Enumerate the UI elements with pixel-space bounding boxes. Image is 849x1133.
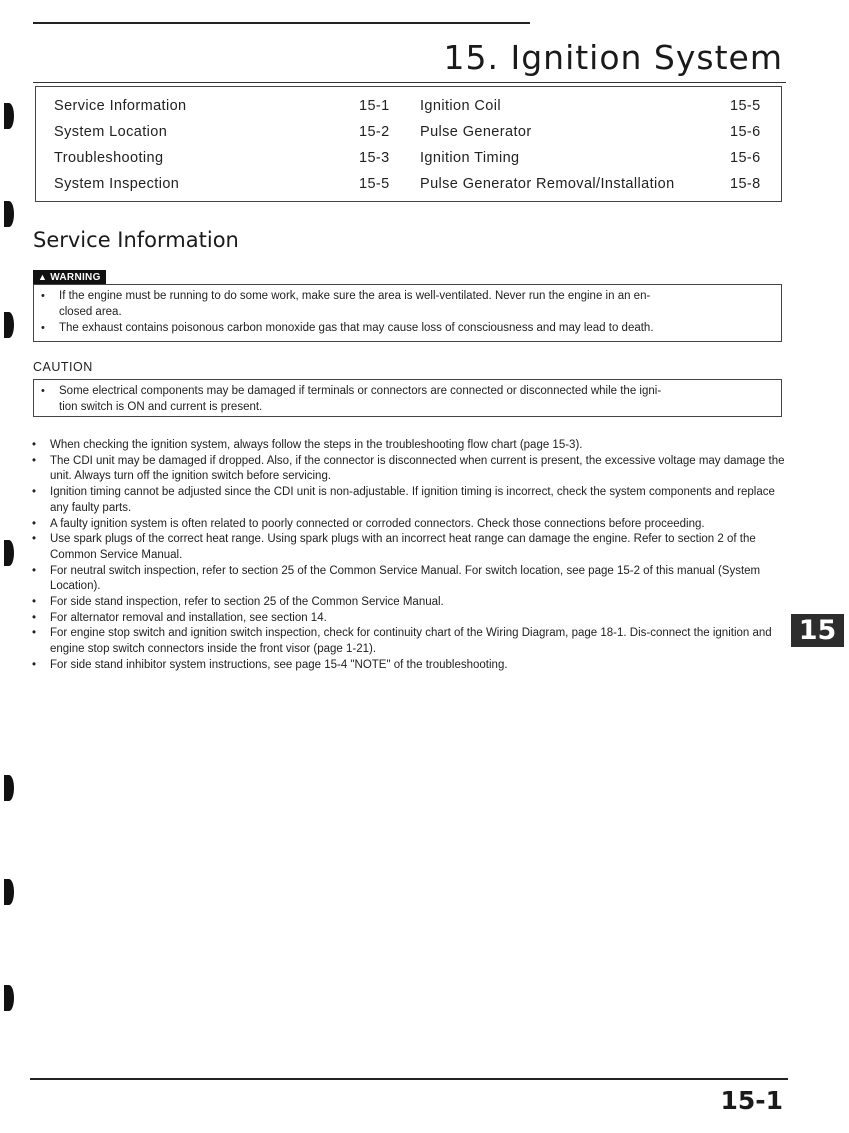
bullet-icon: • (41, 290, 45, 302)
binder-hole-mark (4, 775, 14, 801)
binder-hole-mark (4, 201, 14, 227)
list-item: • A faulty ignition system is often related to poorly connected or corroded connectors. Check those connections before proceeding. (32, 517, 705, 530)
toc-entry-label[interactable]: System Inspection (54, 176, 180, 192)
section-heading: Service Information (33, 228, 239, 252)
list-item: • Use spark plugs of the correct heat range. Using spark plugs with an incorrect heat range can damage the engine. Refer to section 2 of the Common Service Manual. (32, 533, 756, 561)
binder-hole-mark (4, 985, 14, 1011)
top-rule (33, 22, 530, 24)
bottom-rule (30, 1078, 788, 1080)
toc-entry-label[interactable]: Troubleshooting (54, 150, 164, 166)
toc-entry-label[interactable]: Service Information (54, 98, 187, 114)
note-text: For side stand inspection, refer to section 25 of the Common Service Manual. (50, 596, 444, 609)
warning-badge (33, 270, 106, 284)
list-item: • Ignition timing cannot be adjusted since the CDI unit is non-adjustable. If ignition timing is incorrect, check the system components and replace any faulty parts. (32, 486, 775, 514)
warning-text: The exhaust contains poisonous carbon monoxide gas that may cause loss of consciousness and may lead to death. (59, 322, 654, 334)
table-of-contents (35, 86, 782, 202)
warning-text: If the engine must be running to do some work, make sure the area is well-ventilated. Never run the engine in an en- (59, 290, 651, 302)
caution-box (33, 379, 782, 417)
binder-hole-mark (4, 540, 14, 566)
toc-entry-label[interactable]: Pulse Generator (420, 124, 532, 140)
list-item: • For neutral switch inspection, refer to section 25 of the Common Service Manual. For switch location, see page 15-2 of this manual (System Location). (32, 564, 761, 593)
note-text: For neutral switch inspection, refer to section 25 of the Common Service Manual. For switch location, see page 15-2 of this manual (System Location). (50, 564, 761, 593)
toc-row (36, 98, 781, 120)
caution-label: CAUTION (33, 360, 93, 374)
toc-entry-label[interactable]: Pulse Generator Removal/Installation (420, 176, 675, 192)
title-rule (33, 82, 786, 83)
binder-hole-mark (4, 879, 14, 905)
warning-text: closed area. (59, 306, 122, 318)
warning-label: WARNING (50, 272, 101, 283)
toc-entry-page: 15-5 (359, 176, 390, 192)
warning-triangle-icon: ▲ (38, 272, 48, 282)
toc-entry-label[interactable]: System Location (54, 124, 168, 140)
note-text: Use spark plugs of the correct heat range. Using spark plugs with an incorrect heat range can damage the engine. Refer to section 2 of the Common Service Manual. (50, 533, 756, 561)
note-text: When checking the ignition system, always follow the steps in the troubleshooting flow chart (page 15-3). (50, 439, 583, 451)
warning-box (33, 284, 782, 342)
toc-row (36, 150, 781, 172)
service-notes (32, 438, 792, 674)
toc-entry-page: 15-2 (359, 124, 390, 140)
toc-entry-page: 15-1 (359, 98, 390, 114)
chapter-title: 15. Ignition System (443, 38, 783, 77)
bullet-icon: • (41, 322, 45, 334)
note-text: Ignition timing cannot be adjusted since the CDI unit is non-adjustable. If ignition timing is incorrect, check the system components and replace any faulty parts. (50, 486, 775, 514)
binder-hole-mark (4, 312, 14, 338)
toc-entry-page: 15-6 (730, 124, 761, 140)
toc-entry-page: 15-8 (730, 176, 761, 192)
list-item: • For side stand inspection, refer to section 25 of the Common Service Manual. (32, 596, 444, 609)
page-number: 15-1 (720, 1086, 783, 1115)
toc-row (36, 124, 781, 146)
caution-text: tion switch is ON and current is present. (59, 401, 263, 413)
bullet-icon: • (41, 385, 45, 397)
toc-row (36, 176, 781, 198)
note-text: For side stand inhibitor system instructions, see page 15-4 "NOTE" of the troubleshooting. (50, 658, 508, 671)
note-text: For alternator removal and installation, see section 14. (50, 611, 327, 624)
toc-entry-page: 15-3 (359, 150, 390, 166)
list-item: • When checking the ignition system, always follow the steps in the troubleshooting flow chart (page 15-3). (32, 439, 583, 451)
toc-entry-page: 15-5 (730, 98, 761, 114)
toc-entry-label[interactable]: Ignition Timing (420, 150, 520, 166)
note-text: The CDI unit may be damaged if dropped. Also, if the connector is disconnected when current is present, the excessive voltage may damage the unit. Always turn off the ignition switch before servicing. (50, 454, 785, 483)
section-tab[interactable]: 15 (791, 614, 844, 647)
note-text: A faulty ignition system is often related to poorly connected or corroded connectors. Check those connections before proceeding. (50, 517, 705, 530)
caution-text: Some electrical components may be damaged if terminals or connectors are connected or disconnected while the igni- (59, 385, 662, 397)
toc-entry-page: 15-6 (730, 150, 761, 166)
binder-hole-mark (4, 103, 14, 129)
list-item: • For alternator removal and installation, see section 14. (32, 611, 327, 624)
toc-entry-label[interactable]: Ignition Coil (420, 98, 501, 114)
note-text: For engine stop switch and ignition switch inspection, check for continuity chart of the Wiring Diagram, page 18-1. Dis-connect the ignition and engine stop switch connectors inside the front visor (page 1-21). (50, 627, 772, 656)
list-item: • The CDI unit may be damaged if dropped. Also, if the connector is disconnected when current is present, the excessive voltage may damage the unit. Always turn off the ignition switch before servicing. (32, 454, 785, 483)
list-item: • For side stand inhibitor system instructions, see page 15-4 "NOTE" of the troubleshooting. (32, 658, 508, 671)
list-item: • For engine stop switch and ignition switch inspection, check for continuity chart of the Wiring Diagram, page 18-1. Dis-connect the ignition and engine stop switch connectors inside the front visor (page 1-21). (32, 627, 772, 656)
